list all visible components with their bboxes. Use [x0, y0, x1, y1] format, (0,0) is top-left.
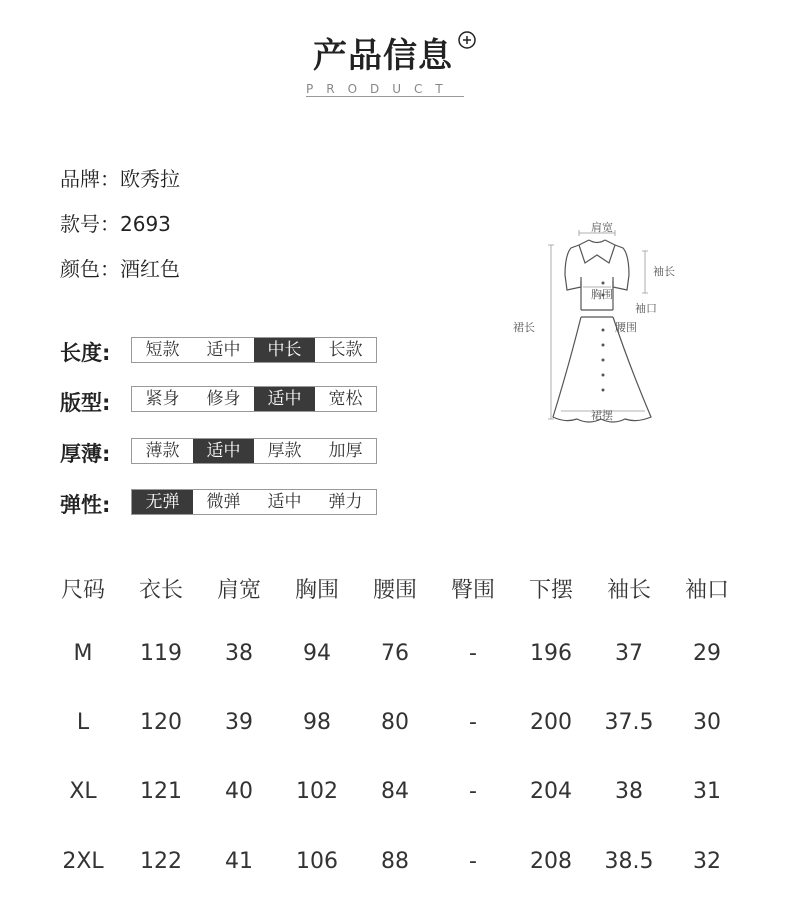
- option-0-selected: 无弹: [132, 490, 193, 514]
- table-cell: 122: [140, 849, 182, 874]
- table-header-cell: 袖口: [684, 578, 729, 603]
- table-cell: M: [73, 641, 93, 666]
- table-cell: -: [469, 710, 477, 735]
- dress-sketch: [505, 215, 685, 435]
- table-cell: 30: [693, 710, 721, 735]
- section-title: [0, 28, 790, 77]
- info-value: 酒红色: [120, 257, 180, 281]
- table-cell: 88: [381, 849, 409, 874]
- info-value: 2693: [120, 212, 171, 236]
- table-cell: 32: [693, 849, 721, 874]
- option-2: 厚款: [267, 441, 302, 461]
- attr-label-elasticity: 弹性:: [60, 493, 111, 517]
- table-cell: 106: [296, 849, 338, 874]
- info-model: [60, 208, 171, 237]
- table-cell: XL: [69, 779, 97, 804]
- table-cell: 38.5: [604, 849, 654, 874]
- attr-label-thickness: 厚薄:: [60, 442, 111, 466]
- table-cell: 37: [615, 641, 643, 666]
- table-cell: 208: [530, 849, 572, 874]
- sketch-label-length: 裙长: [513, 321, 535, 334]
- table-cell: 39: [225, 710, 253, 735]
- table-cell: -: [469, 849, 477, 874]
- table-cell: 84: [381, 779, 409, 804]
- option-2-selected: 适中: [254, 387, 315, 411]
- segment-fit: [131, 386, 377, 412]
- table-header-cell: 尺码: [60, 578, 105, 603]
- option-3: 宽松: [328, 389, 363, 409]
- table-header-cell: 衣长: [138, 578, 183, 603]
- table-row: [44, 849, 784, 874]
- table-header-cell: 袖长: [606, 578, 651, 603]
- sketch-label-waist: 腰围: [615, 321, 637, 334]
- segment-thickness: [131, 438, 377, 464]
- info-brand: [60, 163, 180, 192]
- info-label: 款号：: [60, 212, 120, 236]
- info-label: 颜色：: [60, 257, 120, 281]
- plus-circle-icon: [457, 30, 477, 54]
- attr-label-length: 长度:: [60, 341, 111, 365]
- info-label: 品牌：: [60, 167, 120, 191]
- option-1: 微弹: [206, 492, 241, 512]
- table-cell: 40: [225, 779, 253, 804]
- segment-elasticity: [131, 489, 377, 515]
- option-3: 长款: [328, 340, 363, 360]
- option-1: 修身: [206, 389, 241, 409]
- table-cell: -: [469, 641, 477, 666]
- table-header-cell: 下摆: [528, 578, 573, 603]
- title-subtitle: PRODUCT: [306, 82, 456, 96]
- table-row: [44, 779, 784, 804]
- table-cell: 119: [140, 641, 182, 666]
- table-cell: 94: [303, 641, 331, 666]
- sketch-label-hem: 裙摆: [591, 409, 613, 422]
- table-cell: 200: [530, 710, 572, 735]
- option-0: 短款: [145, 340, 180, 360]
- table-cell: 204: [530, 779, 572, 804]
- option-3: 加厚: [328, 441, 363, 461]
- table-header-row: [44, 573, 784, 604]
- info-color: [60, 253, 180, 282]
- sketch-label-cuff: 袖口: [635, 302, 657, 315]
- option-2-selected: 中长: [254, 338, 315, 362]
- table-cell: 98: [303, 710, 331, 735]
- sketch-label-sleeve-length: 袖长: [653, 265, 675, 278]
- table-cell: L: [76, 710, 90, 735]
- info-value: 欧秀拉: [120, 167, 180, 191]
- title-underline: [306, 96, 464, 97]
- table-cell: 102: [296, 779, 338, 804]
- table-header-cell: 臀围: [450, 578, 495, 603]
- option-0: 紧身: [145, 389, 180, 409]
- segment-length: [131, 337, 377, 363]
- option-2: 适中: [267, 492, 302, 512]
- table-cell: -: [469, 779, 477, 804]
- table-cell: 2XL: [62, 849, 104, 874]
- table-cell: 38: [615, 779, 643, 804]
- table-cell: 121: [140, 779, 182, 804]
- table-cell: 41: [225, 849, 253, 874]
- table-cell: 76: [381, 641, 409, 666]
- table-cell: 31: [693, 779, 721, 804]
- table-cell: 80: [381, 710, 409, 735]
- sketch-label-chest: 胸围: [591, 288, 613, 301]
- option-0: 薄款: [145, 441, 180, 461]
- table-header-cell: 腰围: [372, 578, 417, 603]
- table-row: [44, 710, 784, 735]
- table-header-cell: 肩宽: [216, 578, 261, 603]
- table-row: [44, 641, 784, 666]
- table-header-cell: 胸围: [294, 578, 339, 603]
- title-text: 产品信息: [313, 36, 453, 76]
- table-cell: 29: [693, 641, 721, 666]
- option-3: 弹力: [328, 492, 363, 512]
- option-1: 适中: [206, 340, 241, 360]
- sketch-label-shoulder: 肩宽: [591, 221, 613, 234]
- table-cell: 196: [530, 641, 572, 666]
- option-1-selected: 适中: [193, 439, 254, 463]
- attr-label-fit: 版型:: [60, 391, 111, 415]
- table-cell: 38: [225, 641, 253, 666]
- table-cell: 120: [140, 710, 182, 735]
- table-cell: 37.5: [604, 710, 654, 735]
